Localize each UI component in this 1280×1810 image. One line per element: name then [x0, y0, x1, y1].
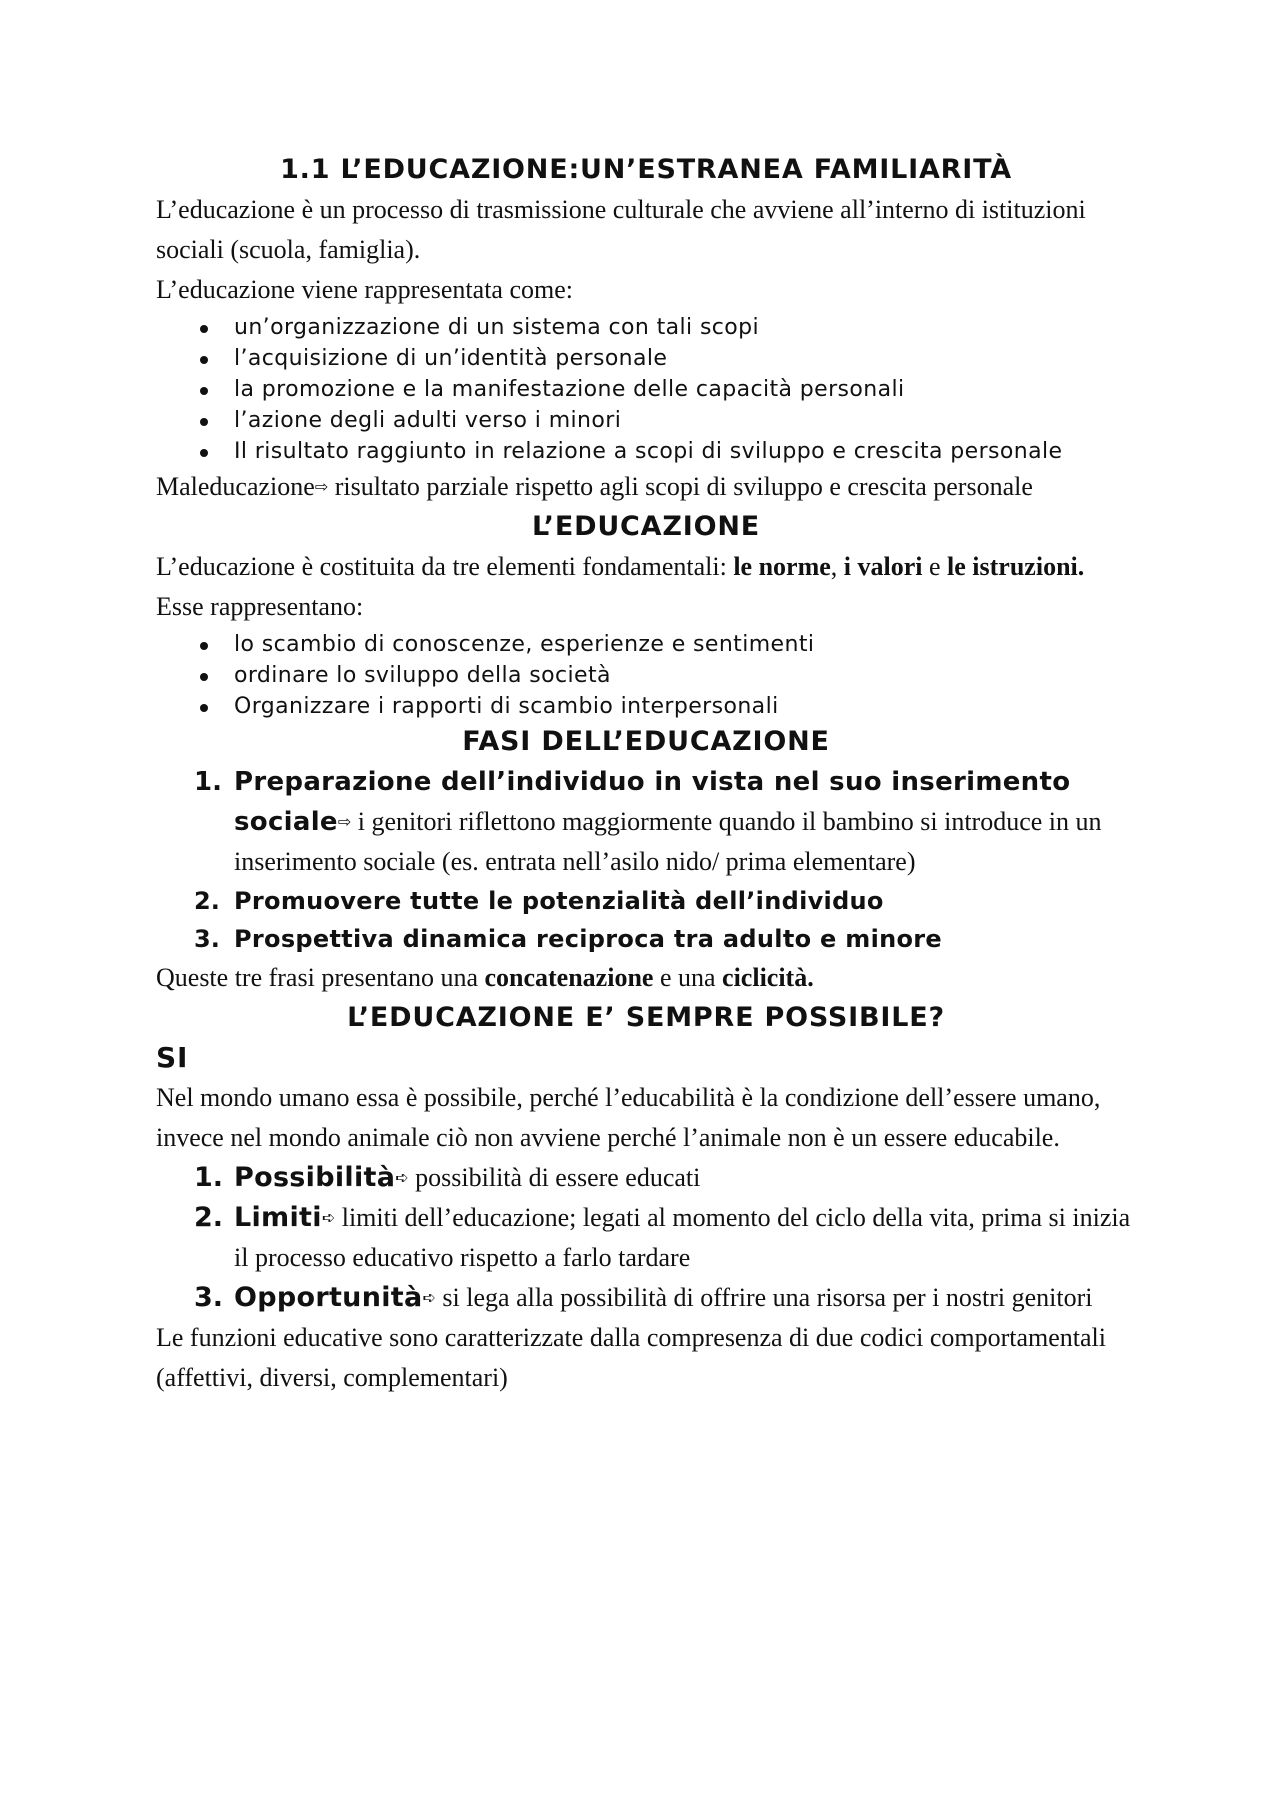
- bullet-icon: [200, 418, 208, 426]
- possibility-list: [156, 1158, 1136, 1318]
- elements-paragraph: L’educazione è costituita da tre elementi fondamentali: le norme, i valori e le istruzioni.: [156, 552, 1085, 581]
- maleducazione-definition: Maleducazione⇨ risultato parziale rispetto agli scopi di sviluppo e crescita personale: [156, 472, 1033, 501]
- arrow-right-icon: ➪: [422, 1288, 436, 1307]
- bullet-icon: [200, 356, 208, 364]
- representation-lead: L’educazione viene rappresentata come:: [156, 275, 573, 304]
- bullet-icon: [200, 673, 208, 681]
- list-item: l’acquisizione di un’identità personale: [156, 343, 1136, 374]
- closing-paragraph: Le funzioni educative sono caratterizzate dalla compresenza di due codici comportamentali (affettivi, diversi, complementari): [156, 1323, 1107, 1392]
- bullet-icon: [200, 642, 208, 650]
- list-item: 1. Preparazione dell’individuo in vista nel suo inserimento sociale⇨ i genitori riflettono maggiormente quando il bambino si introduce in un inserimento sociale (es. entrata nell’asilo nido/ prima elementare): [194, 767, 1102, 876]
- intro-paragraph: L’educazione è un processo di trasmissione culturale che avviene all’interno di istituzioni sociali (scuola, famiglia).: [156, 195, 1086, 264]
- arrow-right-icon: ⇨: [337, 812, 352, 831]
- list-item: l’azione degli adulti verso i minori: [156, 405, 1136, 436]
- list-item: Il risultato raggiunto in relazione a scopi di sviluppo e crescita personale: [156, 436, 1136, 467]
- list-item: 3. Prospettiva dinamica reciproca tra adulto e minore: [194, 925, 942, 953]
- bullet-icon: [200, 449, 208, 457]
- list-item: lo scambio di conoscenze, esperienze e sentimenti: [156, 629, 1136, 660]
- answer-si: SI: [156, 1041, 189, 1074]
- list-item: la promozione e la manifestazione delle capacità personali: [156, 374, 1136, 405]
- bullet-icon: [200, 387, 208, 395]
- represent-list: [156, 629, 1136, 722]
- bullet-icon: [200, 325, 208, 333]
- phases-conclusion: Queste tre frasi presentano una concatenazione e una ciclicità.: [156, 963, 814, 992]
- list-item: 3. Opportunità➪ si lega alla possibilità di offrire una risorsa per i nostri genitori: [194, 1282, 1093, 1313]
- list-item: Organizzare i rapporti di scambio interpersonali: [156, 691, 1136, 722]
- list-item: 2. Limiti➪ limiti dell’educazione; legati al momento del ciclo della vita, prima si inizia il processo educativo rispetto a farlo tardare: [194, 1202, 1131, 1272]
- section-title-educazione: L’EDUCAZIONE: [532, 511, 760, 542]
- section-title-familiarita: 1.1 L’EDUCAZIONE:UN’ESTRANEA FAMILIARITÀ: [280, 154, 1012, 185]
- document-content: [156, 150, 1136, 1398]
- bullet-icon: [200, 704, 208, 712]
- arrow-right-icon: ⇨: [314, 477, 329, 496]
- phases-list: [156, 762, 1136, 958]
- educability-paragraph: Nel mondo umano essa è possibile, perché l’educabilità è la condizione dell’essere umano, invece nel mondo animale ciò non avviene perché l’animale non è un essere educabile.: [156, 1083, 1101, 1152]
- section-title-fasi: FASI DELL’EDUCAZIONE: [462, 726, 830, 757]
- list-item: ordinare lo sviluppo della società: [156, 660, 1136, 691]
- list-item: 1. Possibilità➪ possibilità di essere educati: [194, 1162, 701, 1193]
- arrow-right-icon: ➪: [395, 1168, 409, 1187]
- represent-lead: Esse rappresentano:: [156, 592, 364, 621]
- arrow-right-icon: ➪: [321, 1208, 336, 1227]
- list-item: 2. Promuovere tutte le potenzialità dell’individuo: [194, 887, 884, 915]
- list-item: un’organizzazione di un sistema con tali scopi: [156, 312, 1136, 343]
- section-title-possibile: L’EDUCAZIONE E’ SEMPRE POSSIBILE?: [347, 1002, 945, 1033]
- representation-list: [156, 312, 1136, 467]
